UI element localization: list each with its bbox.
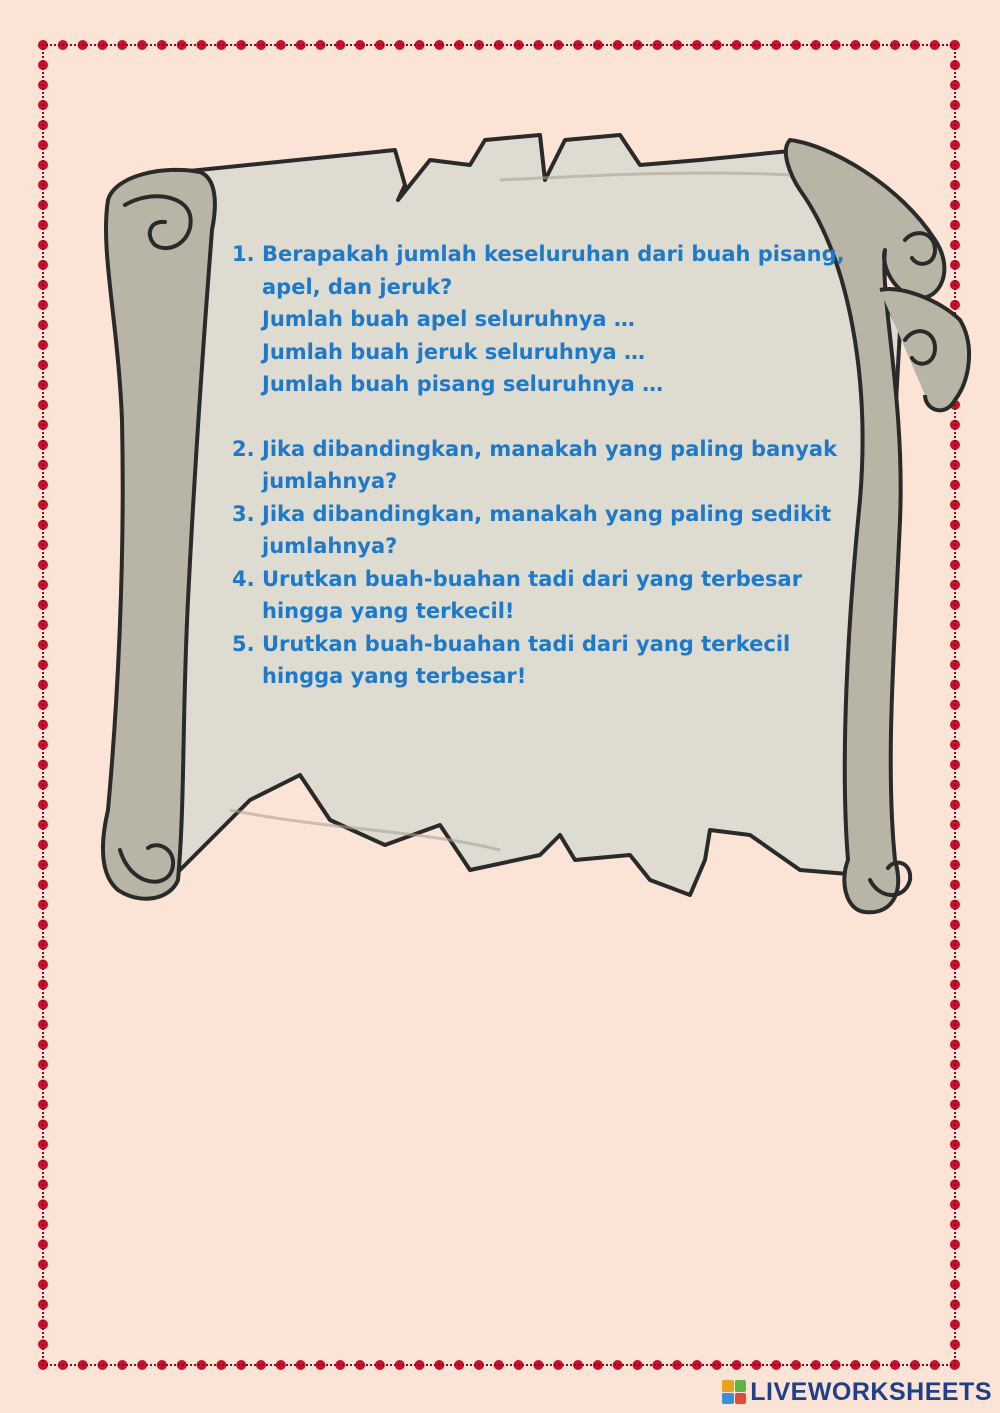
question-item (228, 238, 868, 401)
liveworksheets-logo[interactable] (722, 1377, 992, 1407)
question-item (228, 498, 868, 563)
question-item (228, 433, 868, 498)
question-list (228, 238, 868, 693)
question-text: Jika dibandingkan, manakah yang paling sedikit jumlahnya? (262, 501, 832, 558)
question-text: Jika dibandingkan, manakah yang paling banyak jumlahnya? (262, 436, 838, 493)
question-text: Urutkan buah-buahan tadi dari yang terkecil hingga yang terbesar! (262, 631, 791, 688)
question-subline: Jumlah buah pisang seluruhnya … (262, 372, 664, 396)
question-subline: Jumlah buah jeruk seluruhnya … (262, 339, 645, 364)
question-number: 1. (232, 242, 255, 266)
question-item (228, 563, 868, 628)
question-number: 4. (232, 566, 255, 591)
brand-name: LIVEWORKSHEETS (750, 1377, 992, 1406)
question-number: 3. (232, 501, 255, 526)
question-text: Berapakah jumlah keseluruhan dari buah pisang, apel, dan jeruk? (262, 242, 845, 299)
question-item (228, 628, 868, 693)
question-number: 2. (232, 436, 255, 461)
question-number: 5. (232, 631, 255, 656)
liveworksheets-logo-icon (722, 1380, 746, 1404)
question-text: Urutkan buah-buahan tadi dari yang terbesar hingga yang terkecil! (262, 566, 803, 623)
question-subline: Jumlah buah apel seluruhnya … (262, 307, 635, 331)
